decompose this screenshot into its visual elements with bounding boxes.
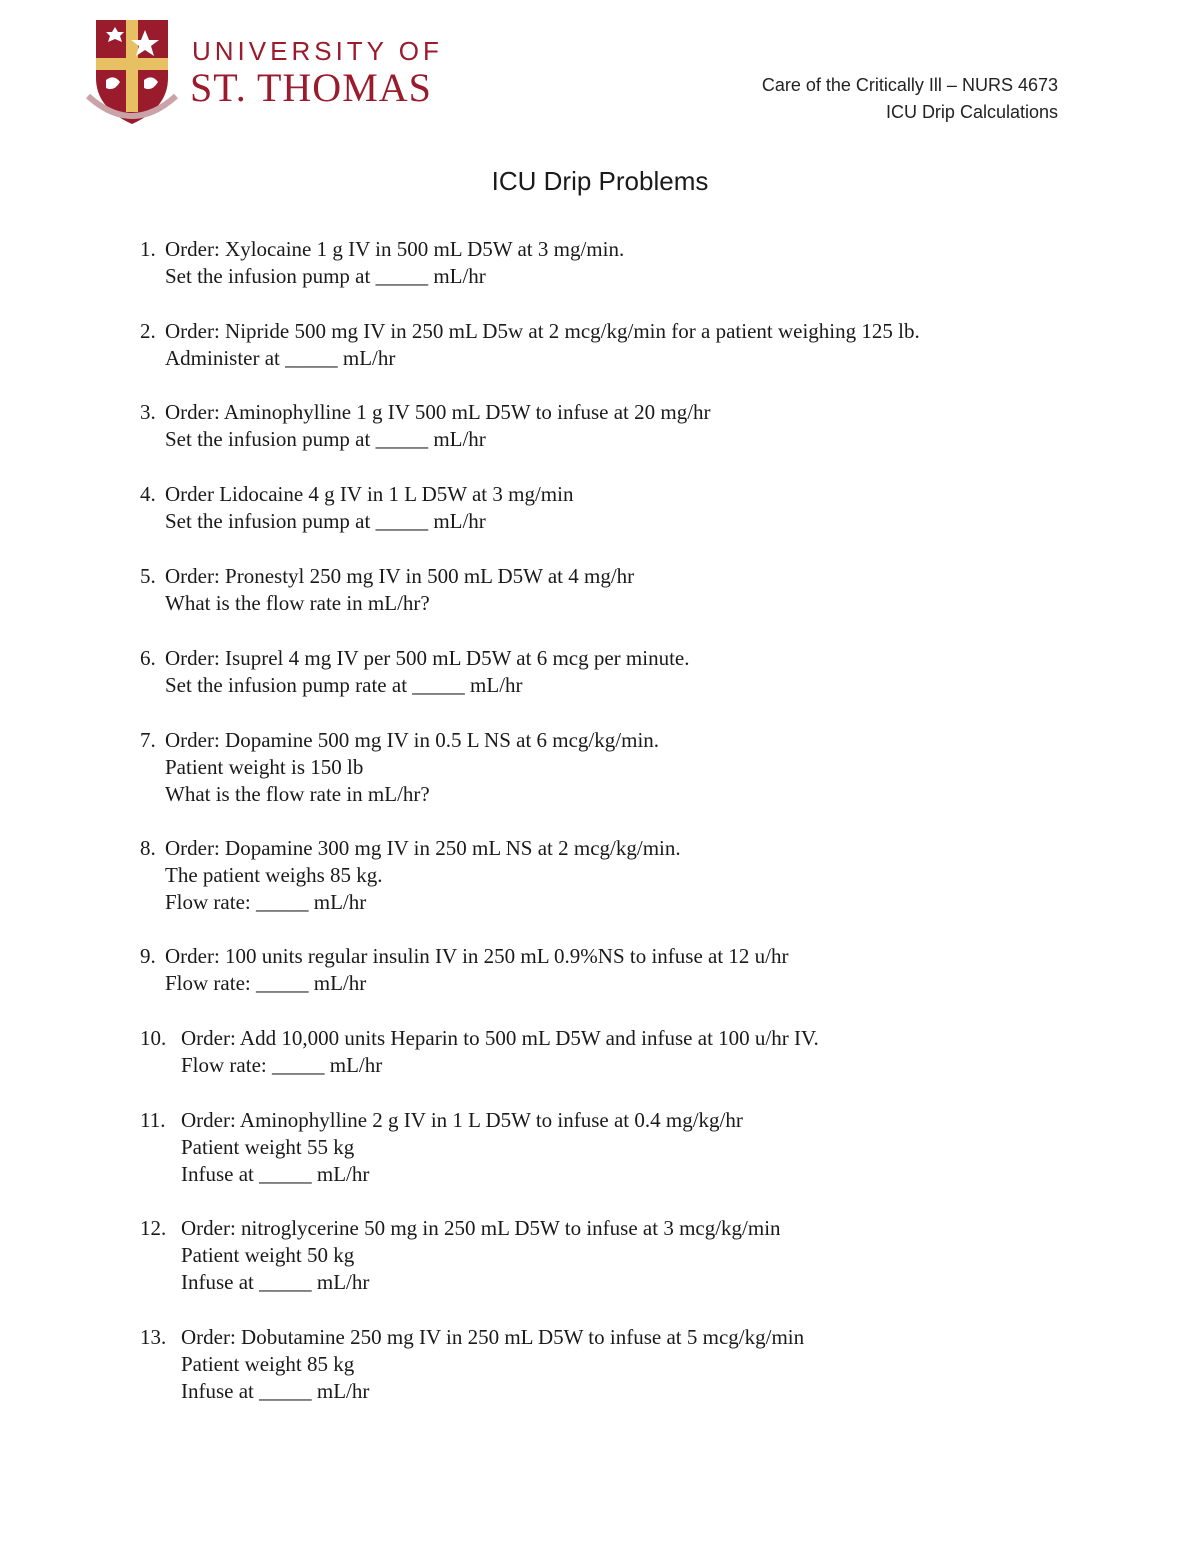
problem-detail-line: Infuse at _____ mL/hr [181, 1270, 370, 1294]
problem-detail-line: Flow rate: _____ mL/hr [165, 971, 367, 995]
problem-order-line [140, 835, 681, 862]
problem-item [140, 1107, 743, 1188]
logo-line-st-thomas: ST. THOMAS [190, 65, 432, 110]
problem-item [140, 1324, 804, 1405]
problem-item [140, 481, 573, 535]
problem-detail-line: Administer at _____ mL/hr [165, 346, 396, 370]
problem-detail-line: Flow rate: _____ mL/hr [165, 890, 367, 914]
problem-order-line [140, 563, 634, 590]
problem-order-text: Order: Isuprel 4 mg IV per 500 mL D5W at 6 mcg per minute. [165, 646, 690, 670]
problem-number: 8. [140, 836, 156, 860]
university-logo [82, 18, 443, 128]
problem-order-line [140, 1324, 804, 1351]
problem-order-line [140, 399, 711, 426]
problem-item [140, 943, 789, 997]
problem-order-text: Order: Dopamine 500 mg IV in 0.5 L NS at 6 mcg/kg/min. [165, 728, 660, 752]
problem-number: 5. [140, 564, 156, 588]
problem-item [140, 645, 690, 699]
problem-order-line [140, 318, 920, 345]
problem-order-text: Order: Dobutamine 250 mg IV in 250 mL D5W to infuse at 5 mcg/kg/min [181, 1325, 805, 1349]
problem-detail-line: Set the infusion pump at _____ mL/hr [165, 509, 486, 533]
shield-crest-icon [82, 18, 182, 128]
problem-number: 2. [140, 319, 156, 343]
problem-order-text: Order: Pronestyl 250 mg IV in 500 mL D5W at 4 mg/hr [165, 564, 635, 588]
problem-item [140, 1215, 781, 1296]
problem-order-line [140, 943, 789, 970]
problem-detail-line: Patient weight 55 kg [181, 1135, 355, 1159]
problem-item [140, 318, 920, 372]
problem-detail-line: Set the infusion pump at _____ mL/hr [165, 427, 486, 451]
problem-order-text: Order: Add 10,000 units Heparin to 500 mL D5W and infuse at 100 u/hr IV. [181, 1026, 819, 1050]
problem-number: 6. [140, 646, 156, 670]
document-topic: ICU Drip Calculations [885, 102, 1058, 122]
problem-order-text: Order: Aminophylline 2 g IV in 1 L D5W to infuse at 0.4 mg/kg/hr [181, 1108, 743, 1132]
problem-order-line [140, 236, 624, 263]
problem-order-text: Order: Xylocaine 1 g IV in 500 mL D5W at 3 mg/min. [165, 237, 625, 261]
problem-detail-line: Patient weight 50 kg [181, 1243, 355, 1267]
problem-number: 1. [140, 237, 156, 261]
problem-order-line [140, 481, 573, 508]
problem-item [140, 563, 634, 617]
problem-number: 12. [140, 1216, 167, 1240]
problem-item [140, 1025, 819, 1079]
problem-order-line [140, 1025, 819, 1052]
problem-order-line [140, 1107, 743, 1134]
problem-detail-line: Flow rate: _____ mL/hr [181, 1053, 383, 1077]
problem-detail-line: Infuse at _____ mL/hr [181, 1162, 370, 1186]
problem-number: 13. [140, 1325, 167, 1349]
problem-order-text: Order: 100 units regular insulin IV in 250 mL 0.9%NS to infuse at 12 u/hr [165, 944, 789, 968]
problem-order-text: Order: nitroglycerine 50 mg in 250 mL D5W to infuse at 3 mcg/kg/min [181, 1216, 781, 1240]
problem-item [140, 835, 681, 916]
problem-order-text: Order Lidocaine 4 g IV in 1 L D5W at 3 mg/min [165, 482, 574, 506]
problem-detail-line: Set the infusion pump at _____ mL/hr [165, 264, 486, 288]
logo-line-university: UNIVERSITY OF [192, 36, 443, 66]
problem-detail-line: The patient weighs 85 kg. [165, 863, 383, 887]
problem-order-text: Order: Aminophylline 1 g IV 500 mL D5W to infuse at 20 mg/hr [165, 400, 711, 424]
problem-detail-line: Patient weight is 150 lb [165, 755, 364, 779]
document-header [762, 72, 1058, 126]
problem-detail-line: What is the flow rate in mL/hr? [165, 782, 430, 806]
problem-item [140, 236, 624, 290]
course-name: Care of the Critically Ill – NURS 4673 [761, 75, 1058, 95]
problem-order-text: Order: Dopamine 300 mg IV in 250 mL NS at 2 mcg/kg/min. [165, 836, 681, 860]
problem-order-text: Order: Nipride 500 mg IV in 250 mL D5w at 2 mcg/kg/min for a patient weighing 125 lb. [165, 319, 920, 343]
problem-item [140, 727, 659, 808]
problem-number: 4. [140, 482, 156, 506]
problem-number: 3. [140, 400, 156, 424]
problem-order-line [140, 1215, 781, 1242]
problem-detail-line: What is the flow rate in mL/hr? [165, 591, 430, 615]
problem-detail-line: Patient weight 85 kg [181, 1352, 355, 1376]
problem-number: 7. [140, 728, 156, 752]
problem-detail-line: Infuse at _____ mL/hr [181, 1379, 370, 1403]
problem-order-line [140, 727, 659, 754]
problem-item [140, 399, 711, 453]
problem-number: 11. [140, 1108, 166, 1132]
problem-number: 9. [140, 944, 156, 968]
problem-number: 10. [140, 1026, 167, 1050]
problem-order-line [140, 645, 690, 672]
problem-detail-line: Set the infusion pump rate at _____ mL/hr [165, 673, 523, 697]
page-title: ICU Drip Problems [491, 166, 709, 196]
